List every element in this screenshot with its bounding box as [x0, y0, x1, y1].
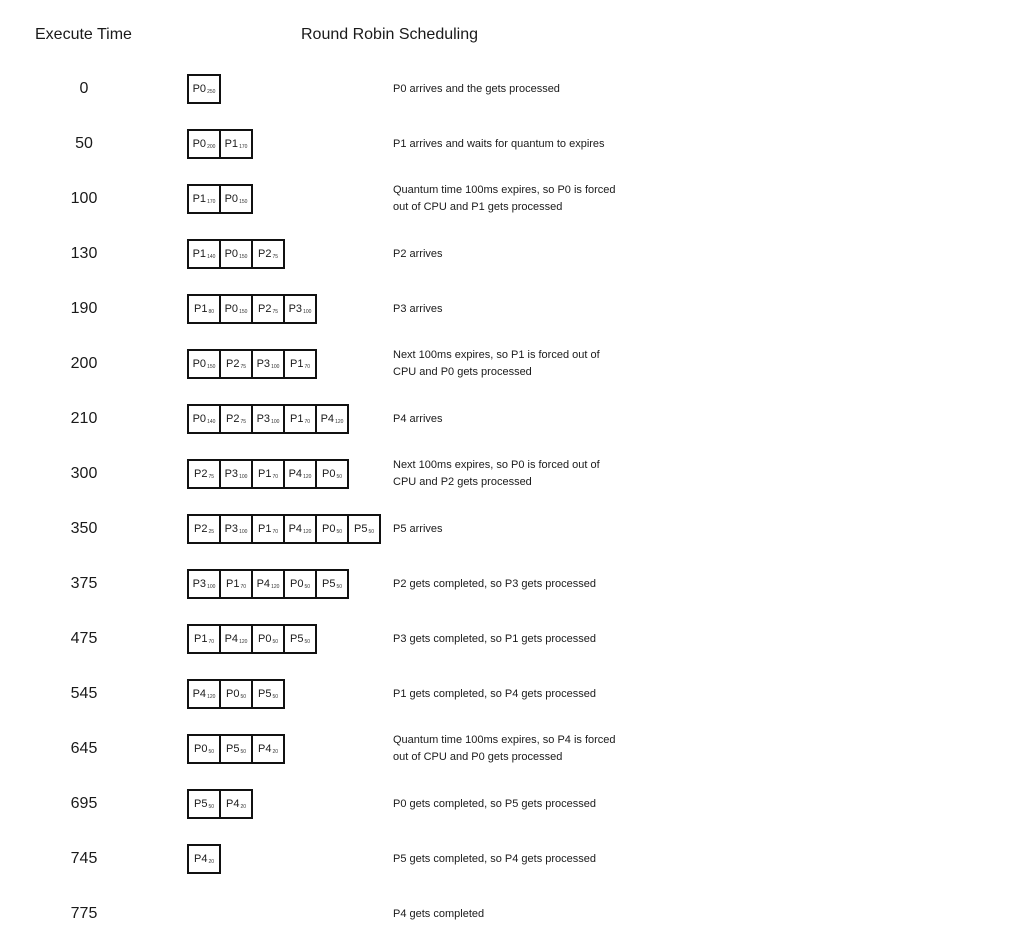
event-description — [393, 777, 623, 831]
queue-process-box — [251, 514, 285, 544]
remaining-time: 70 — [240, 584, 247, 590]
schedule-row — [0, 612, 1024, 666]
schedule-row — [0, 392, 1024, 446]
ready-queue — [187, 679, 285, 709]
queue-process-box — [187, 239, 221, 269]
remaining-time: 150 — [239, 254, 248, 260]
queue-process-box — [187, 184, 221, 214]
event-description — [393, 392, 623, 446]
process-id: P5 — [289, 633, 304, 645]
execute-time-value: 350 — [70, 520, 98, 537]
remaining-time: 140 — [207, 254, 216, 260]
queue-process-box — [187, 74, 221, 104]
remaining-time: 200 — [207, 144, 216, 150]
queue-process-box — [219, 569, 253, 599]
remaining-time: 70 — [272, 529, 279, 535]
execute-time-value: 300 — [70, 465, 98, 482]
remaining-time: 75 — [272, 309, 279, 315]
queue-process-box — [251, 459, 285, 489]
execute-time-value: 0 — [79, 80, 89, 97]
event-description-text: Next 100ms expires, so P0 is forced out of CPU and P2 gets processed — [393, 459, 600, 488]
remaining-time: 140 — [207, 419, 216, 425]
schedule-row — [0, 117, 1024, 171]
remaining-time: 150 — [207, 364, 216, 370]
remaining-time: 20 — [240, 804, 247, 810]
remaining-time: 50 — [336, 474, 343, 480]
process-id: P1 — [193, 303, 208, 315]
event-description — [393, 172, 623, 226]
process-id: P1 — [225, 578, 240, 590]
remaining-time: 70 — [304, 364, 311, 370]
event-description — [393, 447, 623, 501]
queue-process-box — [251, 239, 285, 269]
remaining-time: 120 — [303, 529, 312, 535]
process-id: P0 — [224, 248, 239, 260]
process-id: P3 — [224, 468, 239, 480]
schedule-row — [0, 282, 1024, 336]
remaining-time: 170 — [239, 144, 248, 150]
remaining-time: 75 — [208, 474, 215, 480]
process-id: P5 — [225, 743, 240, 755]
process-id: P0 — [224, 303, 239, 315]
event-description-text: P5 arrives — [393, 522, 443, 535]
queue-process-box — [283, 404, 317, 434]
execute-time-value: 745 — [70, 850, 98, 867]
execute-time-value: 695 — [70, 795, 98, 812]
remaining-time: 120 — [303, 474, 312, 480]
queue-process-box — [315, 569, 349, 599]
queue-process-box — [219, 624, 253, 654]
execute-time-value: 100 — [70, 190, 98, 207]
execute-time-value: 50 — [75, 135, 93, 152]
schedule-row — [0, 557, 1024, 611]
process-id: P0 — [225, 688, 240, 700]
schedule-row — [0, 832, 1024, 886]
remaining-time: 50 — [304, 639, 311, 645]
remaining-time: 150 — [239, 199, 248, 205]
event-description-text: Quantum time 100ms expires, so P0 is forced out of CPU and P1 gets processed — [393, 184, 616, 213]
queue-process-box — [187, 459, 221, 489]
process-id: P5 — [193, 798, 208, 810]
remaining-time: 50 — [336, 529, 343, 535]
remaining-time: 100 — [207, 584, 216, 590]
event-description — [393, 832, 623, 886]
queue-process-box — [219, 184, 253, 214]
queue-process-box — [219, 129, 253, 159]
process-id: P1 — [224, 138, 239, 150]
process-id: P0 — [224, 193, 239, 205]
process-id: P3 — [288, 303, 303, 315]
event-description — [393, 282, 623, 336]
remaining-time: 50 — [336, 584, 343, 590]
queue-process-box — [187, 294, 221, 324]
remaining-time: 80 — [208, 309, 215, 315]
queue-process-box — [283, 569, 317, 599]
event-description — [393, 612, 623, 666]
process-id: P3 — [192, 578, 207, 590]
process-id: P4 — [192, 688, 207, 700]
execute-time-value: 190 — [70, 300, 98, 317]
queue-process-box — [187, 734, 221, 764]
event-description-text: Next 100ms expires, so P1 is forced out of CPU and P0 gets processed — [393, 349, 600, 378]
queue-process-box — [219, 239, 253, 269]
process-id: P5 — [321, 578, 336, 590]
queue-process-box — [315, 514, 349, 544]
ready-queue — [187, 404, 349, 434]
event-description-text: P5 gets completed, so P4 gets processed — [393, 852, 597, 865]
process-id: P4 — [256, 578, 271, 590]
execute-time-value: 210 — [70, 410, 98, 427]
schedule-row — [0, 62, 1024, 116]
queue-process-box — [187, 129, 221, 159]
event-description — [393, 337, 623, 391]
event-description-text: P3 gets completed, so P1 gets processed — [393, 632, 597, 645]
ready-queue — [187, 294, 317, 324]
ready-queue — [187, 569, 349, 599]
ready-queue — [187, 624, 317, 654]
execute-time-value: 200 — [70, 355, 98, 372]
remaining-time: 120 — [239, 639, 248, 645]
queue-process-box — [251, 294, 285, 324]
event-description-text: Quantum time 100ms expires, so P4 is forced out of CPU and P0 gets processed — [393, 734, 616, 763]
process-id: P4 — [288, 468, 303, 480]
remaining-time: 50 — [272, 639, 279, 645]
queue-process-box — [251, 734, 285, 764]
remaining-time: 50 — [208, 804, 215, 810]
event-description-text: P2 gets completed, so P3 gets processed — [393, 577, 597, 590]
queue-process-box — [187, 349, 221, 379]
process-id: P0 — [321, 523, 336, 535]
event-description — [393, 502, 623, 556]
process-id: P0 — [192, 358, 207, 370]
process-id: P1 — [192, 248, 207, 260]
queue-process-box — [251, 569, 285, 599]
remaining-time: 75 — [240, 364, 247, 370]
remaining-time: 70 — [208, 639, 215, 645]
schedule-row — [0, 502, 1024, 556]
remaining-time: 170 — [207, 199, 216, 205]
event-description — [393, 557, 623, 611]
schedule-row — [0, 172, 1024, 226]
process-id: P4 — [225, 798, 240, 810]
remaining-time: 70 — [272, 474, 279, 480]
schedule-row — [0, 447, 1024, 501]
process-id: P0 — [192, 138, 207, 150]
remaining-time: 50 — [272, 694, 279, 700]
execute-time-value: 545 — [70, 685, 98, 702]
schedule-row — [0, 337, 1024, 391]
queue-process-box — [219, 734, 253, 764]
queue-process-box — [187, 624, 221, 654]
remaining-time: 20 — [208, 859, 215, 865]
event-description — [393, 62, 623, 116]
diagram-title: Round Robin Scheduling — [301, 26, 479, 43]
queue-process-box — [315, 404, 349, 434]
ready-queue — [187, 129, 253, 159]
event-description-text: P3 arrives — [393, 302, 443, 315]
remaining-time: 100 — [239, 529, 248, 535]
process-id: P1 — [257, 468, 272, 480]
event-description-text: P1 gets completed, so P4 gets processed — [393, 687, 597, 700]
remaining-time: 75 — [272, 254, 279, 260]
queue-process-box — [219, 514, 253, 544]
remaining-time: 50 — [240, 749, 247, 755]
queue-process-box — [219, 294, 253, 324]
ready-queue — [187, 349, 317, 379]
remaining-time: 50 — [208, 749, 215, 755]
remaining-time: 120 — [207, 694, 216, 700]
remaining-time: 100 — [303, 309, 312, 315]
event-description — [393, 722, 623, 776]
remaining-time: 150 — [239, 309, 248, 315]
ready-queue — [187, 844, 221, 874]
queue-process-box — [219, 679, 253, 709]
event-description-text: P0 gets completed, so P5 gets processed — [393, 797, 597, 810]
queue-process-box — [219, 459, 253, 489]
process-id: P3 — [256, 358, 271, 370]
remaining-time: 75 — [240, 419, 247, 425]
queue-process-box — [219, 789, 253, 819]
process-id: P2 — [193, 468, 208, 480]
event-description-text: P0 arrives and the gets processed — [393, 82, 560, 95]
remaining-time: 70 — [304, 419, 311, 425]
process-id: P2 — [193, 523, 208, 535]
schedule-row — [0, 722, 1024, 776]
schedule-row — [0, 227, 1024, 281]
process-id: P4 — [224, 633, 239, 645]
process-id: P1 — [257, 523, 272, 535]
queue-process-box — [251, 679, 285, 709]
queue-process-box — [187, 789, 221, 819]
remaining-time: 50 — [240, 694, 247, 700]
schedule-row — [0, 777, 1024, 831]
process-id: P1 — [289, 413, 304, 425]
ready-queue — [187, 789, 253, 819]
process-id: P2 — [257, 248, 272, 260]
process-id: P0 — [193, 743, 208, 755]
event-description — [393, 227, 623, 281]
queue-process-box — [251, 404, 285, 434]
execute-time-header: Execute Time — [35, 26, 132, 43]
event-description-text: P1 arrives and waits for quantum to expires — [393, 137, 605, 150]
queue-process-box — [219, 349, 253, 379]
process-id: P3 — [256, 413, 271, 425]
process-id: P1 — [192, 193, 207, 205]
queue-process-box — [219, 404, 253, 434]
ready-queue — [187, 514, 381, 544]
queue-process-box — [283, 349, 317, 379]
schedule-row — [0, 667, 1024, 721]
ready-queue — [187, 184, 253, 214]
event-description-text: P4 gets completed — [393, 907, 485, 920]
remaining-time: 100 — [271, 364, 280, 370]
execute-time-value: 130 — [70, 245, 98, 262]
remaining-time: 120 — [271, 584, 280, 590]
process-id: P4 — [193, 853, 208, 865]
queue-process-box — [283, 294, 317, 324]
queue-process-box — [187, 514, 221, 544]
execute-time-value: 475 — [70, 630, 98, 647]
remaining-time: 50 — [368, 529, 375, 535]
process-id: P1 — [193, 633, 208, 645]
execute-time-value: 375 — [70, 575, 98, 592]
event-description-text: P4 arrives — [393, 412, 443, 425]
event-description — [393, 667, 623, 721]
remaining-time: 100 — [271, 419, 280, 425]
remaining-time: 250 — [207, 89, 216, 95]
queue-process-box — [187, 569, 221, 599]
event-description — [393, 117, 623, 171]
queue-process-box — [187, 679, 221, 709]
process-id: P3 — [224, 523, 239, 535]
ready-queue — [187, 459, 349, 489]
execute-time-value: 645 — [70, 740, 98, 757]
queue-process-box — [347, 514, 381, 544]
process-id: P2 — [257, 303, 272, 315]
queue-process-box — [187, 844, 221, 874]
process-id: P1 — [289, 358, 304, 370]
queue-process-box — [315, 459, 349, 489]
event-description — [393, 887, 623, 941]
queue-process-box — [283, 459, 317, 489]
remaining-time: 25 — [208, 529, 215, 535]
process-id: P5 — [353, 523, 368, 535]
process-id: P0 — [257, 633, 272, 645]
queue-process-box — [251, 349, 285, 379]
event-description-text: P2 arrives — [393, 247, 443, 260]
process-id: P0 — [289, 578, 304, 590]
remaining-time: 120 — [335, 419, 344, 425]
queue-process-box — [283, 514, 317, 544]
remaining-time: 100 — [239, 474, 248, 480]
process-id: P4 — [288, 523, 303, 535]
process-id: P4 — [257, 743, 272, 755]
process-id: P5 — [257, 688, 272, 700]
queue-process-box — [187, 404, 221, 434]
process-id: P0 — [192, 413, 207, 425]
process-id: P2 — [225, 413, 240, 425]
queue-process-box — [251, 624, 285, 654]
process-id: P2 — [225, 358, 240, 370]
execute-time-value: 775 — [70, 905, 98, 922]
remaining-time: 20 — [272, 749, 279, 755]
remaining-time: 50 — [304, 584, 311, 590]
ready-queue — [187, 734, 285, 764]
ready-queue — [187, 239, 285, 269]
process-id: P0 — [321, 468, 336, 480]
process-id: P4 — [320, 413, 335, 425]
queue-process-box — [283, 624, 317, 654]
ready-queue — [187, 74, 221, 104]
schedule-row — [0, 887, 1024, 941]
process-id: P0 — [192, 83, 207, 95]
